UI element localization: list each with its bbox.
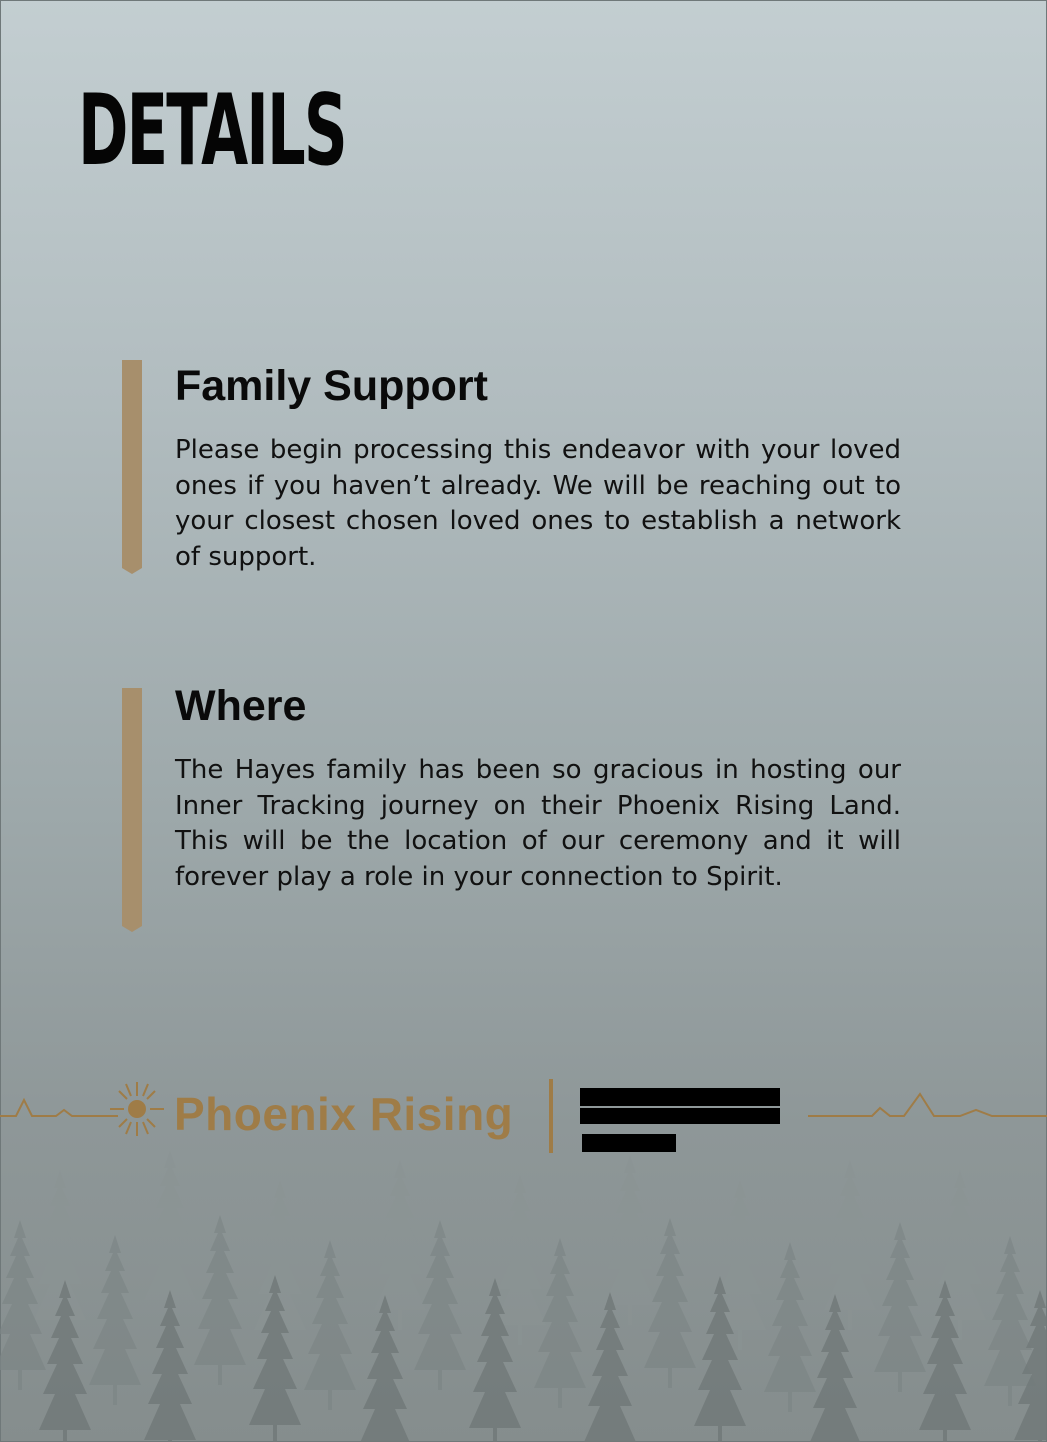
sun-icon	[110, 1080, 164, 1138]
brand-name: Phoenix Rising	[174, 1088, 514, 1140]
accent-bar	[122, 688, 142, 926]
redaction-bar	[580, 1088, 780, 1106]
address-redacted	[580, 1084, 785, 1154]
page-title: DETAILS	[78, 74, 346, 188]
accent-bar	[122, 360, 142, 568]
section-body: Please begin processing this endeavor with your loved ones if you haven’t already. We will be reaching out to your closest chosen loved ones to establish a network of support.	[175, 435, 901, 572]
redaction-bar	[580, 1108, 780, 1124]
forest-background	[0, 1150, 1047, 1442]
section-heading: Where	[175, 682, 307, 730]
footer-divider	[549, 1079, 553, 1153]
section-body: The Hayes family has been so gracious in hosting our Inner Tracking journey on their Phoenix Rising Land. This will be the location of our ceremony and it will forever play a role in your connection to Spirit.	[175, 755, 901, 892]
section-heading: Family Support	[175, 362, 488, 410]
